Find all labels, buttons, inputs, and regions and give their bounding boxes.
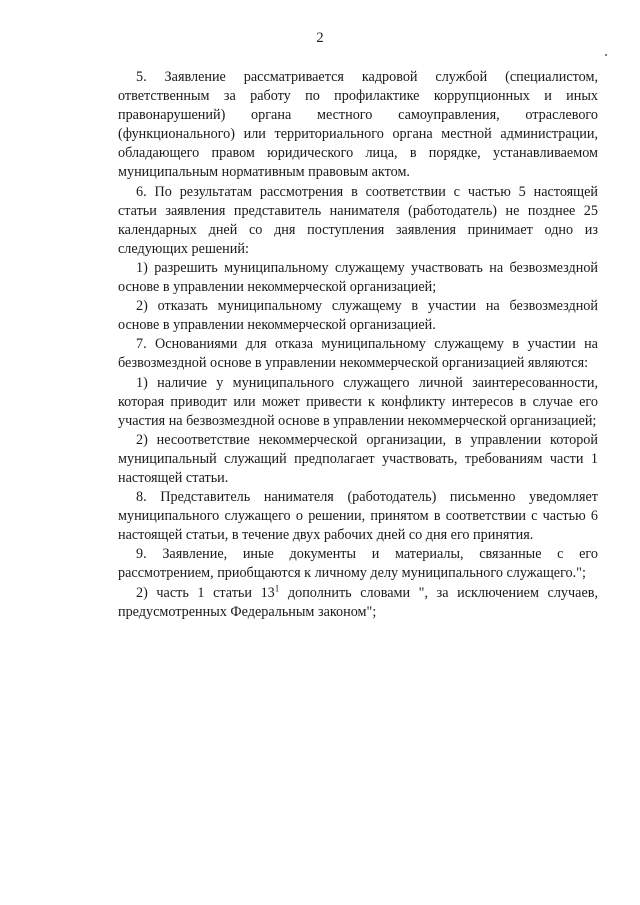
paragraph-7: 7. Основаниями для отказа муниципальному служащему в участии на безвозмездной основе в управлении некоммерческой организацией являются: — [118, 336, 598, 372]
paragraph-5: 5. Заявление рассматривается кадровой службой (специалистом, ответственным за работу по профилактике коррупционных и иных правонарушений) органа местного самоуправления, отраслевого (функционального) или территориального органа местной администрации, обладающего правом юридического лица, в порядке, устанавливаемом муниципальным нормативным правовым актом. — [118, 69, 598, 181]
paragraph-6-option-1: 1) разрешить муниципальному служащему участвовать на безвозмездной основе в управлении некоммерческой организацией; — [118, 259, 598, 296]
amendment-text-end: дополнить словами ", за исключением случаев, предусмотренных Федеральным законом"; — [118, 584, 598, 620]
paragraph-6: 6. По результатам рассмотрения в соответствии с частью 5 настоящей статьи заявления представитель нанимателя (работодатель) не позднее 25 календарных дней со дня поступления заявления принимает одно из следующих решений: — [118, 183, 598, 257]
paragraph-7-ground-1: 1) наличие у муниципального служащего личной заинтересованности, которая приводит или может привести к конфликту интересов в случае его участия на безвозмездной основе в управлении некоммерческой организацией; — [118, 374, 598, 429]
amendment-text-start: 2) часть 1 статьи 13 — [136, 584, 275, 601]
amendment-item-2 — [118, 584, 598, 622]
document-body — [118, 68, 598, 622]
paragraph-7-ground-2: 2) несоответствие некоммерческой организации, в управлении которой муниципальный служащий предполагает участвовать, требованиям части 1 настоящей статьи. — [118, 431, 598, 486]
paragraph-6-option-2: 2) отказать муниципальному служащему в участии на безвозмездной основе в управлении некоммерческой организацией. — [118, 298, 598, 334]
scan-speck — [605, 54, 607, 56]
paragraph-8: 8. Представитель нанимателя (работодатель) письменно уведомляет муниципального служащего о решении, принятом в соответствии с частью 6 настоящей статьи, в течение двух рабочих дней со дня его принятия. — [118, 489, 598, 544]
paragraph-9: 9. Заявление, иные документы и материалы, связанные с его рассмотрением, приобщаются к личному делу муниципального служащего."; — [118, 546, 598, 582]
page-number: 2 — [316, 30, 324, 46]
article-superscript: 1 — [274, 582, 280, 593]
